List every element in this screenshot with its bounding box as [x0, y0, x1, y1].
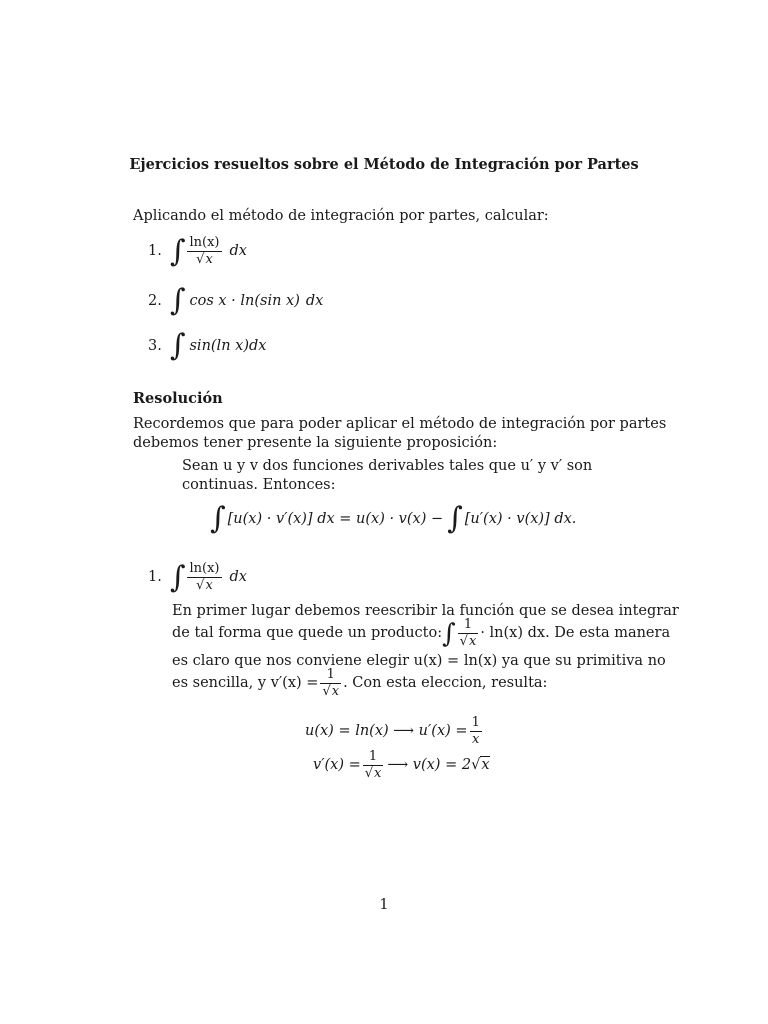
- proposition-line2: continuas. Entonces:: [182, 477, 336, 493]
- integrand-fraction: $\frac{\ln(x)}{√x}$: [189, 561, 220, 594]
- document-title: Ejercicios resueltos sobre el Método de Integración por Partes: [129, 156, 639, 173]
- integral-sign: ∫: [169, 559, 186, 595]
- fraction-one-over-sqrt-x: $\frac{1}{√x}$: [459, 617, 477, 650]
- formula-left: [u(x) · v′(x)] dx = u(x) · v(x) −: [227, 510, 444, 527]
- exercise-3: [148, 328, 267, 363]
- integral-sign: ∫: [442, 618, 456, 649]
- sqrt-x: √x: [471, 757, 490, 774]
- fraction-one-over-sqrt-x: $\frac{1}{√x}$: [322, 667, 340, 700]
- section-heading-resolution: Resolución: [133, 390, 223, 407]
- integral-sign: ∫: [210, 501, 226, 536]
- solution-1-line1: En primer lugar debemos reescribir la función que se desea integrar: [172, 603, 679, 619]
- integral-sign: ∫: [169, 328, 186, 363]
- differential: dx: [229, 243, 247, 260]
- exercise-number: 1.: [148, 243, 162, 260]
- solution-1-header: [148, 559, 247, 595]
- solution-1-line3: es claro que nos conviene elegir u(x) = ln(x) ya que su primitiva no: [172, 653, 666, 669]
- equation-v: v′(x) = $\frac{1}{√x}$ ⟶ v(x) = 2 √x: [313, 749, 490, 782]
- page-number: 1: [379, 897, 389, 913]
- integral-sign: ∫: [169, 283, 186, 318]
- exercise-number: 3.: [148, 337, 162, 354]
- exercise-number: 1.: [148, 569, 162, 586]
- exercise-2: [148, 283, 324, 318]
- integrand: sin(ln x): [189, 337, 249, 354]
- exercise-number: 2.: [148, 292, 162, 309]
- intro-text: Aplicando el método de integración por partes, calcular:: [133, 208, 549, 224]
- integrand-fraction: $\frac{\ln(x)}{√x}$: [189, 235, 220, 268]
- equation-u: u(x) = ln(x) ⟶ u′(x) = $\frac{1}{x}$: [305, 715, 480, 748]
- resolution-text-line1: Recordemos que para poder aplicar el método de integración por partes: [133, 416, 667, 432]
- fraction-one-over-sqrt-x: $\frac{1}{√x}$: [364, 749, 382, 782]
- differential: dx: [305, 292, 324, 309]
- exercise-1: [148, 233, 247, 269]
- solution-1-line4: es sencilla, y v′(x) = $\frac{1}{√x}$ . Con esta eleccion, resulta:: [172, 667, 548, 700]
- differential: dx: [229, 569, 247, 586]
- proposition-line1: Sean u y v dos funciones derivables tales que u′ y v′ son: [182, 458, 593, 474]
- integral-sign: ∫: [447, 501, 463, 536]
- fraction-one-over-x: $\frac{1}{x}$: [471, 715, 480, 748]
- integral-sign: ∫: [169, 233, 186, 269]
- differential: dx: [248, 337, 267, 354]
- formula-right: [u′(x) · v(x)] dx.: [464, 510, 577, 527]
- integration-by-parts-formula: [210, 501, 577, 536]
- integrand: cos x · ln(sin x): [189, 292, 300, 309]
- resolution-text-line2: debemos tener presente la siguiente proposición:: [133, 435, 498, 451]
- solution-1-line2: de tal forma que quede un producto: ∫ $\frac{1}{√x}$ · ln(x) dx. De esta manera: [172, 617, 671, 650]
